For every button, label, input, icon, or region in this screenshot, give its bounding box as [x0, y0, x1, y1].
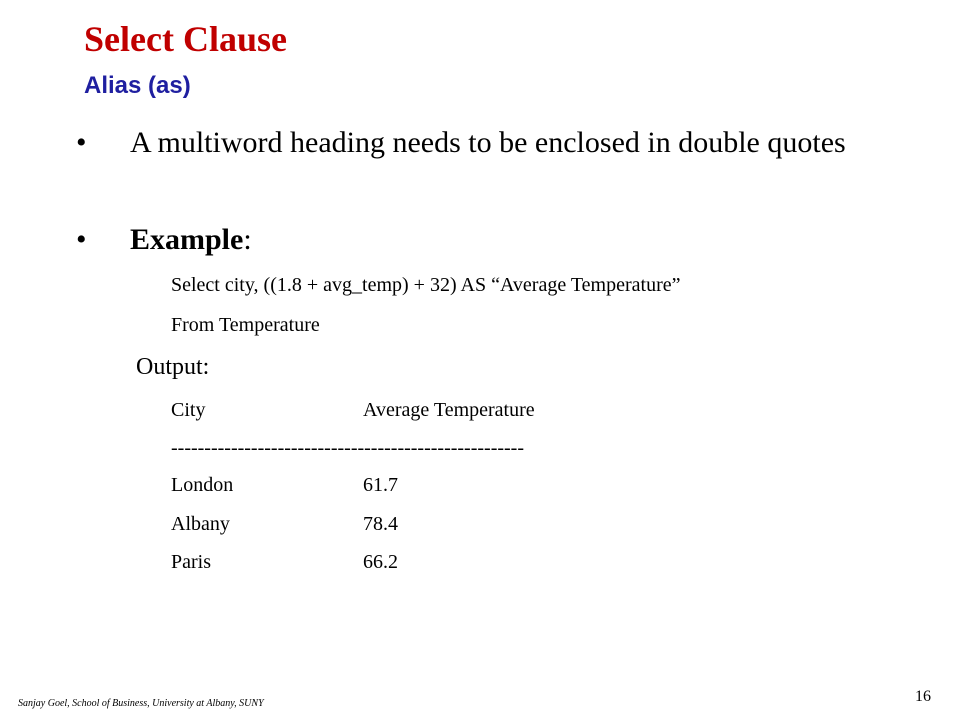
bullet-icon: •: [76, 126, 87, 159]
page-number: 16: [915, 688, 931, 705]
table-cell-city: Paris: [171, 551, 211, 573]
slide-subtitle: Alias (as): [84, 72, 191, 99]
table-cell-city: London: [171, 474, 234, 496]
table-header-city: City: [171, 399, 206, 421]
sql-query-line: Select city, ((1.8 + avg_temp) + 32) AS “Average Temperature”: [171, 274, 681, 296]
table-cell-value: 78.4: [363, 513, 398, 535]
footer-credit: Sanjay Goel, School of Business, University at Albany, SUNY: [18, 698, 264, 709]
bullet-text: A multiword heading needs to be enclosed in double quotes: [130, 126, 846, 159]
example-label: Example: [130, 223, 244, 256]
table-separator: -----------------------------------------------------: [171, 437, 524, 459]
bullet-item: [76, 122, 870, 164]
bullet-item: [76, 219, 870, 261]
bullet-text: [130, 219, 870, 261]
table-cell-city: Albany: [171, 513, 230, 535]
table-header-average-temperature: Average Temperature: [363, 399, 535, 421]
sql-from-line: From Temperature: [171, 314, 320, 336]
table-cell-value: 61.7: [363, 474, 398, 496]
slide-title: Select Clause: [84, 19, 287, 59]
bullet-icon: •: [76, 223, 87, 256]
output-label: Output:: [136, 354, 210, 380]
example-colon: :: [243, 223, 252, 256]
table-cell-value: 66.2: [363, 551, 398, 573]
